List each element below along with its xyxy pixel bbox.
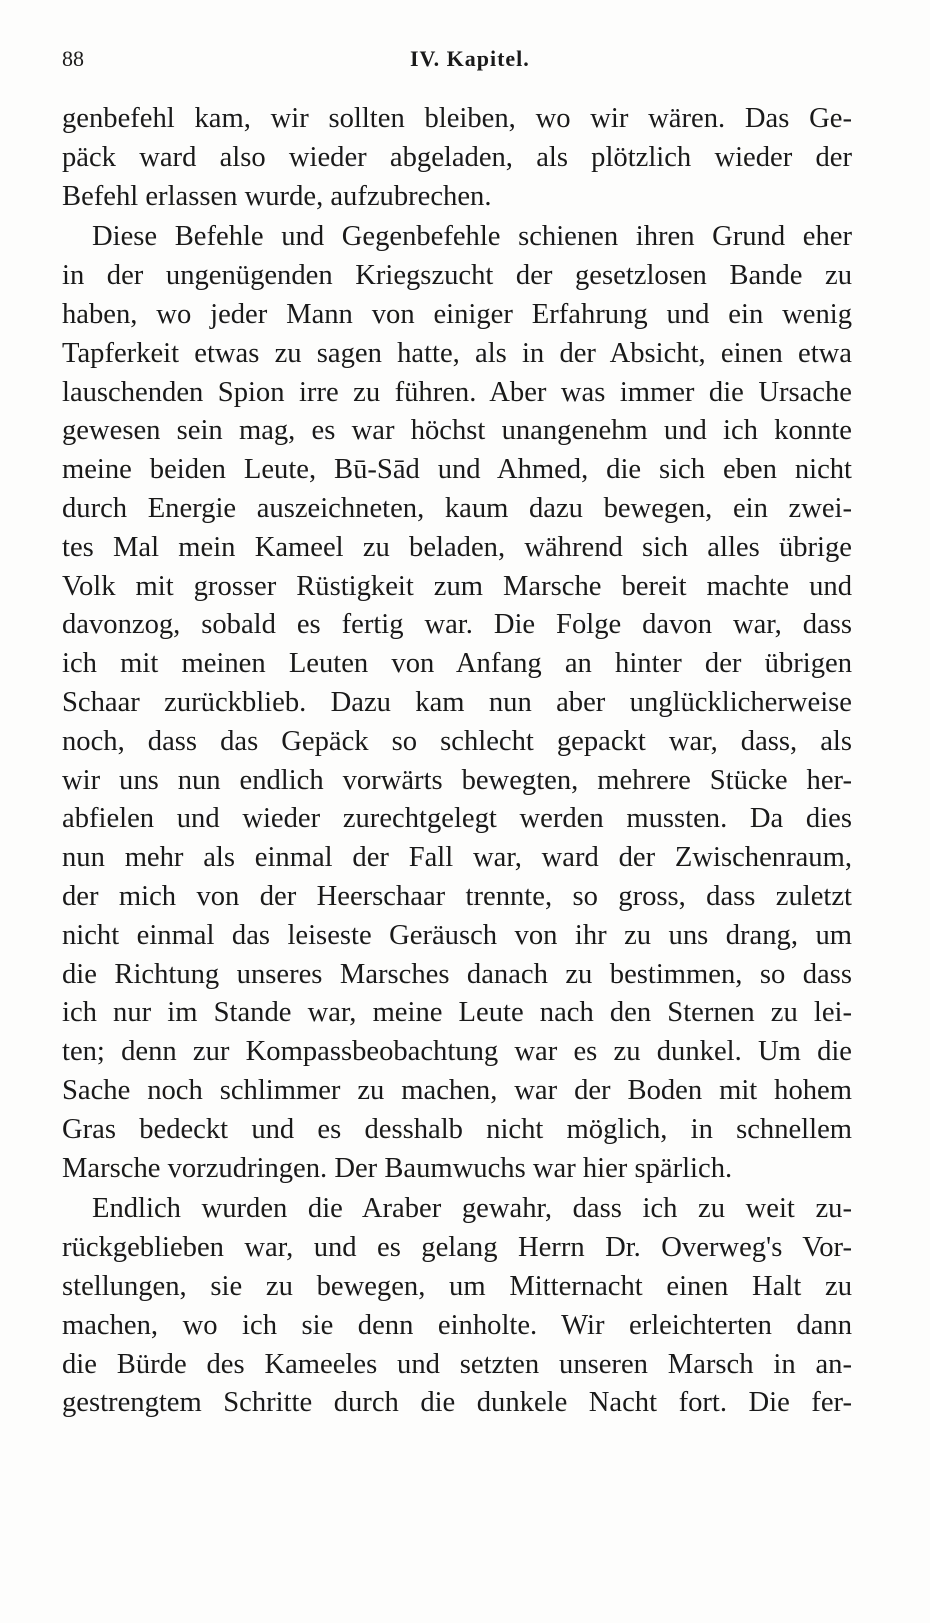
text-line: rückgeblieben war, und es gelang Herrn Dr. Overweg's Vor- [62, 1232, 852, 1264]
text-line: noch, dass das Gepäck so schlecht gepackt war, dass, als [62, 725, 852, 757]
text-line: der mich von der Heerschaar trennte, so gross, dass zuletzt [62, 880, 852, 912]
text-line: Schaar zurückblieb. Dazu kam nun aber unglücklicherweise [62, 686, 852, 718]
paragraph [62, 100, 852, 216]
body-text [62, 100, 852, 1423]
text-line: Endlich wurden die Araber gewahr, dass ich zu weit zu- [92, 1193, 852, 1225]
text-line: die Richtung unseres Marsches danach zu bestimmen, so dass [62, 958, 852, 990]
text-line: ich nur im Stande war, meine Leute nach den Sternen zu lei- [62, 997, 852, 1029]
text-line: ten; denn zur Kompassbeobachtung war es zu dunkel. Um die [62, 1036, 852, 1068]
paragraph [62, 1190, 852, 1423]
text-line: die Bürde des Kameeles und setzten unseren Marsch in an- [62, 1348, 852, 1380]
text-line: machen, wo ich sie denn einholte. Wir erleichterten dann [62, 1309, 852, 1341]
text-line: wir uns nun endlich vorwärts bewegten, mehrere Stücke her- [62, 764, 852, 796]
text-line: tes Mal mein Kameel zu beladen, während sich alles übrige [62, 531, 852, 563]
text-line: Tapferkeit etwas zu sagen hatte, als in der Absicht, einen etwa [62, 337, 852, 369]
text-line: abfielen und wieder zurechtgelegt werden mussten. Da dies [62, 803, 852, 835]
text-line: gestrengtem Schritte durch die dunkele Nacht fort. Die fer- [62, 1387, 852, 1419]
text-line: Marsche vorzudringen. Der Baumwuchs war hier spärlich. [62, 1152, 733, 1184]
text-line: Diese Befehle und Gegenbefehle schienen ihren Grund eher [92, 221, 852, 253]
chapter-heading: IV. Kapitel. [410, 46, 530, 71]
paragraph [62, 218, 852, 1188]
text-line: päck ward also wieder abgeladen, als plötzlich wieder der [62, 141, 852, 173]
text-line: nicht einmal das leiseste Geräusch von ihr zu uns drang, um [62, 919, 852, 951]
text-line: lauschenden Spion irre zu führen. Aber was immer die Ursache [62, 376, 852, 408]
page-number: 88 [62, 46, 84, 71]
text-line: in der ungenügenden Kriegszucht der gesetzlosen Bande zu [62, 260, 852, 292]
text-line: Befehl erlassen wurde, aufzubrechen. [62, 180, 492, 212]
text-line: stellungen, sie zu bewegen, um Mitternacht einen Halt zu [62, 1270, 852, 1302]
text-line: nun mehr als einmal der Fall war, ward der Zwischenraum, [62, 842, 852, 874]
page-header [62, 46, 862, 76]
text-line: durch Energie auszeichneten, kaum dazu bewegen, ein zwei- [62, 492, 852, 524]
text-line: genbefehl kam, wir sollten bleiben, wo wir wären. Das Ge- [62, 103, 852, 134]
text-line: meine beiden Leute, Bū-Sād und Ahmed, die sich eben nicht [62, 454, 852, 486]
text-line: ich mit meinen Leuten von Anfang an hinter der übrigen [62, 648, 852, 680]
text-line: davonzog, sobald es fertig war. Die Folge davon war, dass [62, 609, 852, 641]
text-line: Volk mit grosser Rüstigkeit zum Marsche bereit machte und [62, 570, 852, 602]
text-line: Gras bedeckt und es desshalb nicht möglich, in schnellem [62, 1113, 852, 1145]
text-line: Sache noch schlimmer zu machen, war der Boden mit hohem [62, 1074, 852, 1106]
text-line: gewesen sein mag, es war höchst unangenehm und ich konnte [62, 415, 852, 447]
text-line: haben, wo jeder Mann von einiger Erfahrung und ein wenig [62, 298, 852, 330]
